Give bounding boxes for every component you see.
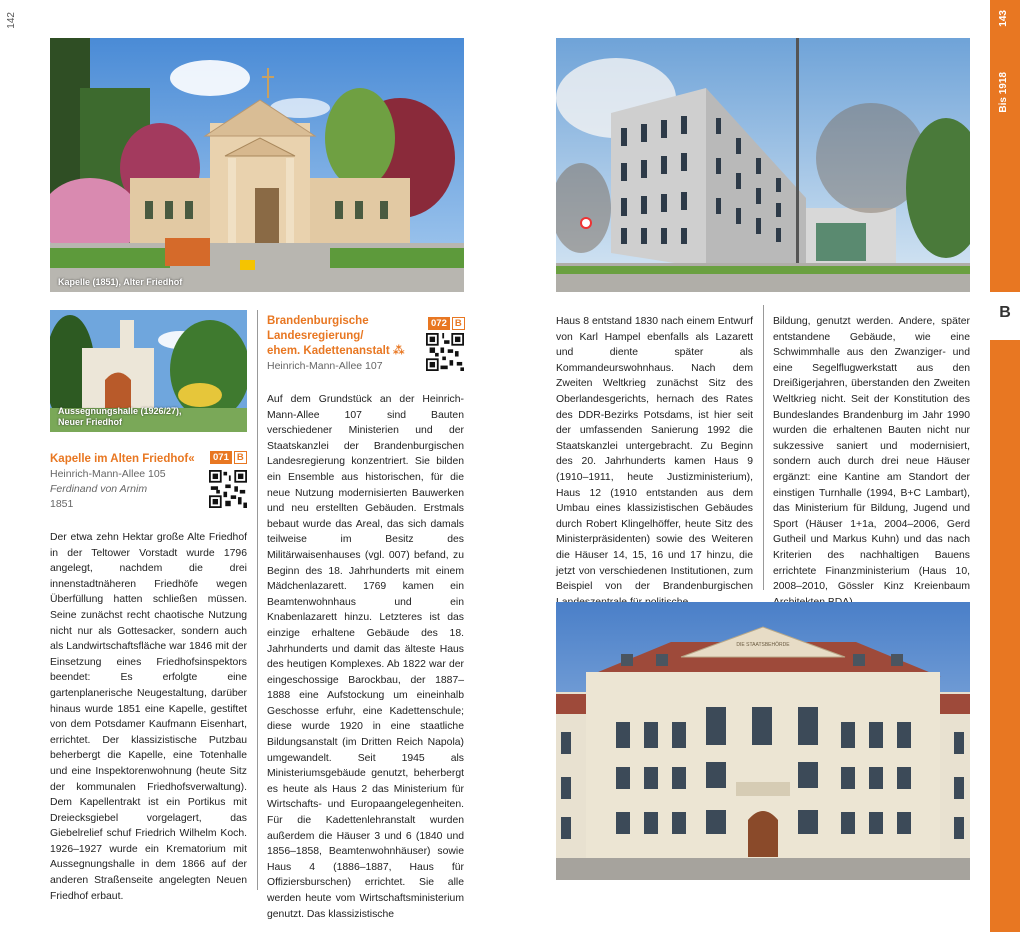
entry-072-address: Heinrich-Mann-Allee 107 [267,360,383,372]
column-divider-right [763,305,764,590]
side-tab-era: Bis 1918 [998,72,1009,113]
entry-072-text-col3: Bildung, genutzt werden. Andere, später entstandene Gebäude, wie eine Schwimmhalle aus den Zwanziger- und eine Segelflugwerkstatt aus den Dreißigerjahren, überstanden den Zweiten Weltkrieg nicht. Seit der Konstitution des Bundeslandes Brandenburg im Jahr 1990 wurden die erhaltenen Bauten nicht nur sukzessive saniert und modernisiert, sondern auch durch drei neue Häuser ergänzt: eine Kantine am Standort der einstigen Turnhalle (1994, B+C Lambart), das Ministerium für Bildung, Jugend und Sport (Häuser 1+1a, 2004–2006, Gerd Gutheil und Markus Kuhn) und das nach Kriterien des nachhaltigen Bauens errichtete Finanzministerium (Haus 10, 2008–2010, Gössler Kinz Kreienbaum [773,316,970,593]
qr-code-072-icon[interactable] [426,333,464,371]
side-tab-letter: B [999,304,1011,321]
entry-071-address: Heinrich-Mann-Allee 105 [50,468,166,480]
caption-chapel: Kapelle (1851), Alter Friedhof [58,277,183,287]
page-number-left: 142 [6,12,17,29]
entry-071-title: Kapelle im Alten Friedhof« [50,453,195,465]
caption-funeral-hall: Aussegnungshalle (1926/27), Neuer Friedhof [58,406,182,427]
page-number-right: 143 [998,10,1009,27]
photo-ministry-historic [556,602,970,880]
entry-071-year: 1851 [50,498,74,510]
photo-chapel [50,38,464,292]
entry-072-header [267,314,427,374]
side-tab [990,0,1020,932]
column-divider [257,310,258,890]
photo-ministry-modern [556,38,970,292]
entry-072-text-col1: Auf dem Grundstück an der Heinrich-Mann-Allee 107 sind Bauten verschiedener Ministerien und der Staatskanzlei der Brandenburgischen Landesregierung konzentriert. Sie bilden ein Ensemble aus historischen, für die neue Nutzung modernisierten Bauwerken und neu erstellten Gebäuden. Erstmals bebaut wurde das Areal, das sich damals teilweise im Besitz des Militärwaisenhauses (vgl. 007) befand, zu Beginn des 18. Jahrhunderts mit einem Mädchenlazarett. 1769 kamen ein Beamtenwohnhaus und ein Knabenlazarett hinzu. Letzteres ist das einzige erhaltene Gebäude des 18. Jahrhunderts und damit das älteste Haus des heutigen Komplexes. Ab 1822 war der eingeschossige Barockbau, der 1887–1888 eine Aufstockung um eineinhalb Geschosse erfuhr, eine Kadettenschule; diese wurde 1920 in eine staatliche Bildungsanstalt (im Dritten Reich Napola) umgewandelt. Seit 1945 als Ministeriumsgebäude genutzt, beherbergt es heute als Haus 2 das Ministerium für Wirtschafts- und Europaangelegenheiten. Für die Kadettenlehranstalt wurden außerdem die Häuser 3 und 6 (1840 und 1856–1858, Beamtenwohnhäuser) sowie Haus 4 (1886–1887, Haus für Offiziersburschen) errichtet. Sie alle werden heute vom Wirtschaftsministerium genutzt. Das klassizistische [267,394,464,920]
entry-072-badge: 072 B [428,317,465,330]
entry-071-badge: 071 B [210,451,247,464]
entry-071-text: Der etwa zehn Hektar große Alte Friedhof in der Teltower Vorstadt wurde 1796 angelegt, nachdem die drei innenstadtnäheren Friedhöfe wegen Überfüllung hatten schließen müssen. Seine zunächst recht chaotische Nutzung nicht nur als Gottesacker, sondern auch als Landwirtschaftsfläche war 1846 mit der Einsetzung eines Friedhofsinspektors beendet: Es erfolgte eine gartenplanerische Neugestaltung, darüber hinaus wurde 1851 eine Kapelle, gestiftet von dem Potsdamer Kaufmann Eisenhart, errichtet. Der klassizistische Putzbau beherbergt die Kapelle, eine Totenhalle und eine Inspektorenwohnung (heute Sitz der kommunalen Friedhofsverwaltung). Dem Kapellentrakt ist ein Portikus mit Dreiecksgiebel vorgelagert, das Giebelrelief schuf Friedrich Wilhelm Koch. 1926–1927 wurde ein Krematorium mit Aussegnungshalle in dem 1866 auf der anderen Straßenseite angelegten Neuen Friedhof erbaut. [50,532,247,902]
entry-072-title: Brandenburgische Landesregierung/ ehem. Kadettenanstalt ⁂ [267,315,405,357]
qr-code-071-icon[interactable] [209,470,247,508]
entry-071-header [50,452,210,512]
entry-071-architect: Ferdinand von Arnim [50,483,148,495]
building-inscription: DIE STAATSBEHÖRDE [736,642,790,648]
entry-072-text-col2: Haus 8 entstand 1830 nach einem Entwurf von Karl Hampel ebenfalls als Lazarett und diente später als Kommandeurswohnhaus. Nach dem Zweiten Weltkrieg zunächst Sitz des Oberlandesgerichts, hernach des Rates des DDR-Bezirks Potsdams, ist hier seit der umfassenden Sanierung 1992 die Staatskanzlei untergebracht. Zu Beginn des 20. Jahrhunderts kamen Haus 9 (1910–1911, heute Justizministerium), Haus 12 (1910 entstanden aus dem Umbau eines klassizistischen Gebäudes durch Robert Klingelhöffer, heute Sitz des Ministerpräsidenten) sowie des Weiteren die Häuser 14, 15, 16 und 17 hinzu, die jetzt von verschiedenen Institutionen, zum Beispiel von der Brandenburgischen [556,316,753,593]
